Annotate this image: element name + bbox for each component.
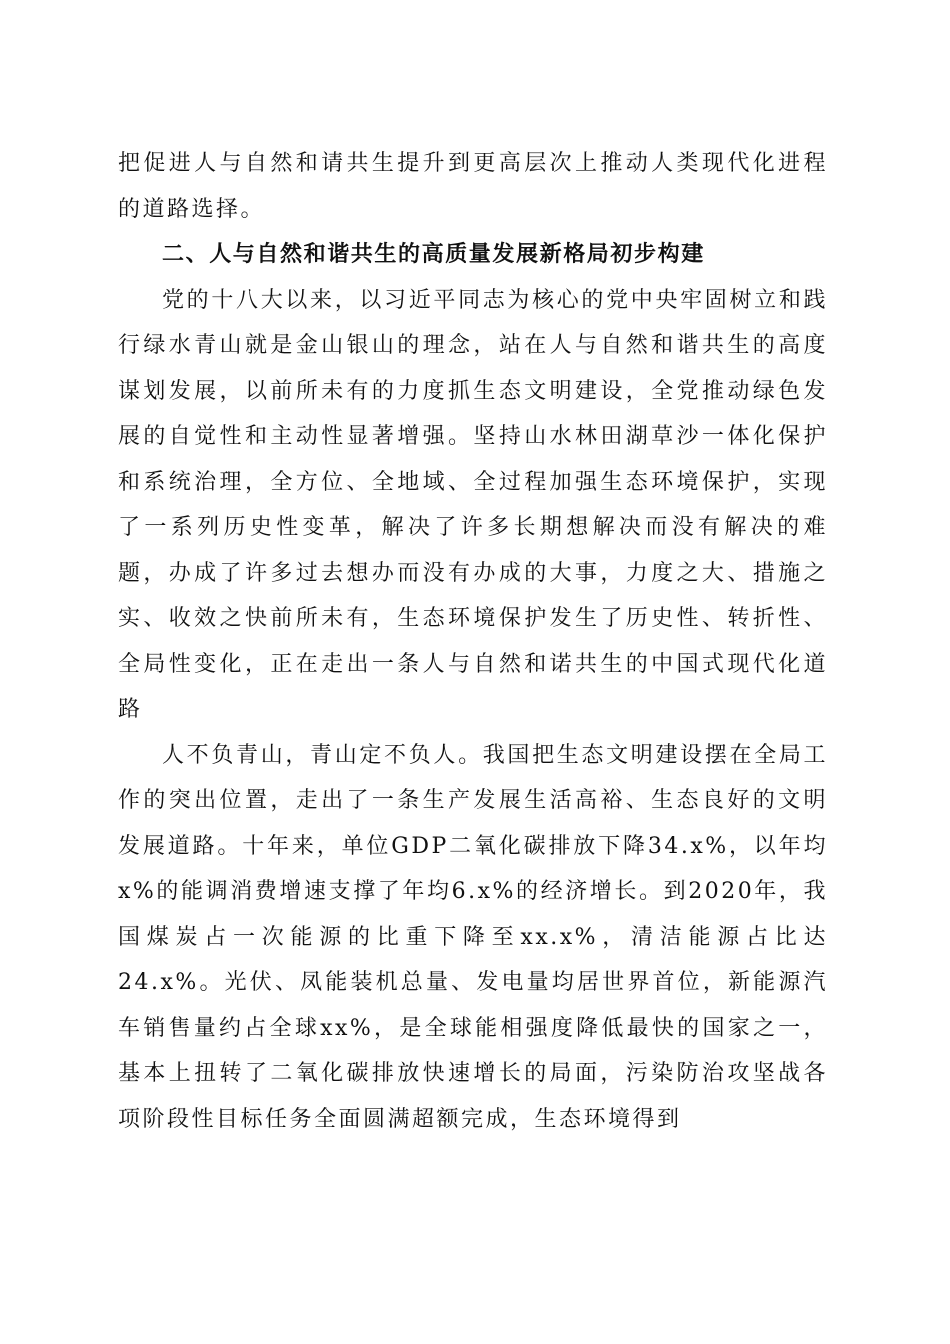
section-heading: 二、人与自然和谐共生的高质量发展新格局初步构建 [162,242,705,267]
document-body [118,141,828,1142]
continued-paragraph: 把促进人与自然和请共生提升到更高层次上推动人类现代化进程的道路选择。 [118,151,828,222]
paragraph-ecological-achievements: 人不负青山，青山定不负人。我国把生态文明建设摆在全局工作的突出位置，走出了一条生产发展生活高裕、生态良好的文明发展道路。十年来，单位GDP二氧化碳排放下降34.x%，以年均x%的能调消费增速支撑了年均6.x%的经济增长。到2020年，我国煤炭占一次能源的比重下降至xx.x%，清洁能源占比达24.x%。光伏、凤能装机总量、发电量均居世界首位，新能源汽车销售量约占全球xx%，是全球能相强度降低最快的国家之一，基本上扭转了二氧化碳排放快速增长的局面，污染防治攻坚战各项阶段性目标任务全面圆满超额完成，生态环境得到 [118,742,828,1132]
paragraph-green-development: 党的十八大以来，以习近平同志为核心的党中央牢固树立和践行绿水青山就是金山银山的理念，站在人与自然和谐共生的高度谋划发展，以前所未有的力度抓生态文明建设，全党推动绿色发展的自觉性和主动性显著增强。坚持山水林田湖草沙一体化保护和系统治理，全方位、全地域、全过程加强生态环境保护，实现了一系列历史性变革，解决了许多长期想解决而没有解决的难题，办成了许多过去想办而没有办成的大事，力度之大、措施之实、收效之快前所未有，生态环境保护发生了历史性、转折性、全局性变化，正在走出一条人与自然和诺共生的中国式现代化道路 [118,287,828,722]
